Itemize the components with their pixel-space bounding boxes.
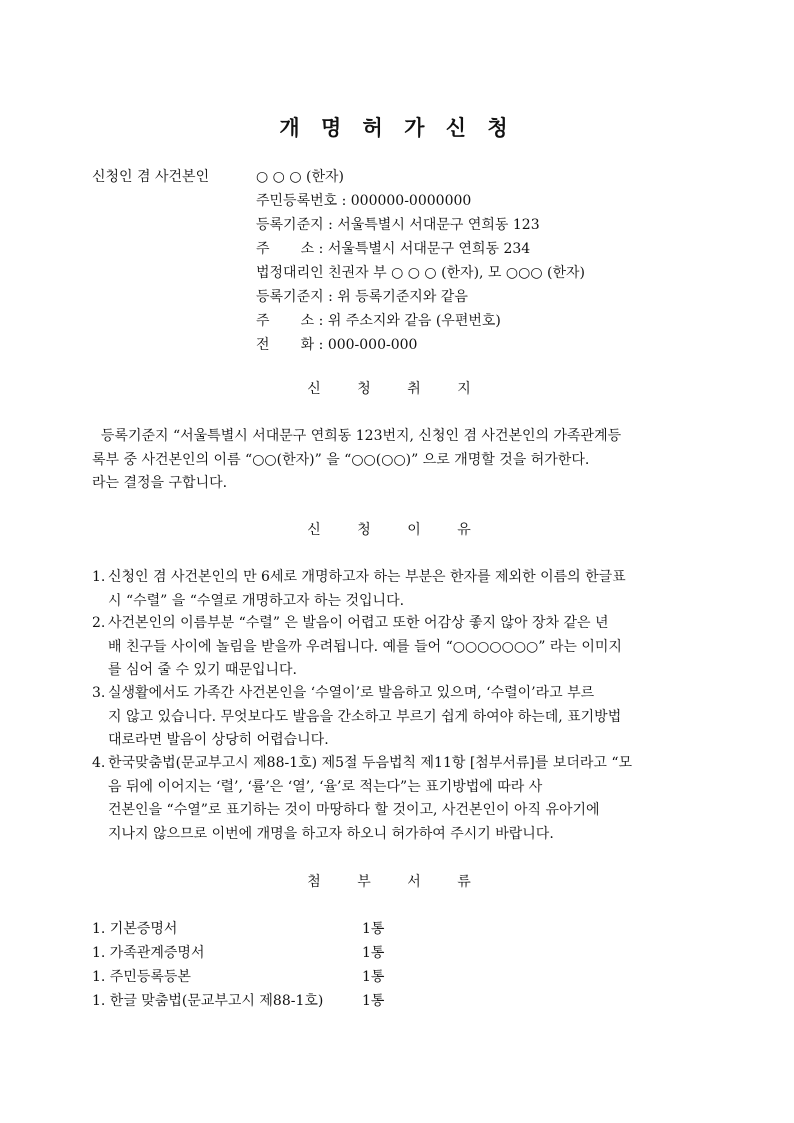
reason-number: 3.: [92, 685, 106, 701]
purpose-line: 록부 중 사건본인의 이름 “○○(한자)” 을 “○○(○○)” 으로 개명할 것을 허가한다.: [92, 451, 590, 468]
reason-number: 4.: [92, 755, 106, 771]
reasons-heading: 신 청 이 유: [307, 522, 487, 538]
purpose-line: 등록기준지 “서울특별시 서대문구 연희동 123번지, 신청인 겸 사건본인의 가족관계등: [92, 428, 622, 444]
document-title: 개 명 허 가 신 청: [279, 116, 515, 140]
attachment-name: 1. 기본증명서: [92, 921, 178, 937]
reason-line: 지나지 않으므로 이번에 개명을 하고자 하오니 허가하여 주시기 바랍니다.: [108, 825, 554, 842]
applicant-name: ○ ○ ○ (한자): [256, 169, 344, 185]
reason-line: 건본인을 “수열”로 표기하는 것이 마땅하다 할 것이고, 사건본인이 아직 유아기에: [108, 802, 600, 818]
address: 주 소 : 서울특별시 서대문구 연희동 234: [256, 241, 531, 257]
purpose-paragraph: [92, 425, 704, 496]
reason-line: 사건본인의 이름부분 “수렬” 은 발음이 어렵고 또한 어감상 좋지 않아 장차 같은 년: [108, 615, 609, 631]
reason-item: [92, 752, 704, 846]
attachment-item: [92, 942, 385, 962]
attachment-name: 1. 주민등록등본: [92, 969, 191, 985]
reason-number: 1.: [92, 569, 106, 585]
representative-registration-base: 등록기준지 : 위 등록기준지와 같음: [256, 289, 468, 305]
reason-line: 배 친구들 사이에 놀림을 받을까 우려됩니다. 예를 들어 “○○○○○○○” 라는 이미지: [108, 638, 622, 655]
phone: 전 화 : 000-000-000: [256, 337, 418, 353]
attachment-qty: 1통: [362, 945, 385, 961]
reason-item: [92, 612, 704, 683]
attachment-qty: 1통: [362, 921, 385, 937]
reason-line: 대로라면 발음이 상당히 어렵습니다.: [108, 732, 329, 748]
attachment-item: [92, 918, 385, 938]
reason-line: 음 뒤에 이어지는 ‘렬’, ‘률’은 ‘열’, ‘율’로 적는다”는 표기방법에 따라 사: [108, 778, 543, 795]
registration-base: 등록기준지 : 서울특별시 서대문구 연희동 123: [256, 217, 540, 233]
reason-line: 시 “수렬” 을 “수열로 개명하고자 하는 것입니다.: [108, 592, 405, 609]
attachment-name: 1. 한글 맞춤법(문교부고시 제88-1호): [92, 993, 324, 1009]
representative-address: 주 소 : 위 주소지와 같음 (우편번호): [256, 313, 501, 329]
reason-item: [92, 682, 704, 753]
reason-line: 신청인 겸 사건본인의 만 6세로 개명하고자 하는 부분은 한자를 제외한 이름의 한글표: [108, 569, 626, 585]
legal-representative: 법정대리인 친권자 부 ○ ○ ○ (한자), 모 ○○○ (한자): [256, 265, 585, 281]
reason-line: 지 않고 있습니다. 무엇보다도 발음을 간소하고 부르기 쉽게 하여야 하는데, 표기방법: [108, 708, 622, 725]
reason-line: 를 심어 줄 수 있기 때문입니다.: [108, 662, 297, 678]
reason-line: 한국맞춤법(문교부고시 제88-1호) 제5절 두음법칙 제11항 [첨부서류]를 보더라고 “모: [108, 755, 633, 771]
attachment-item: [92, 966, 385, 986]
reason-number: 2.: [92, 615, 106, 631]
applicant-label: 신청인 겸 사건본인: [92, 169, 210, 185]
purpose-heading: 신 청 취 지: [307, 381, 487, 397]
attachment-qty: 1통: [362, 993, 385, 1009]
attachment-name: 1. 가족관계증명서: [92, 945, 205, 961]
attachments-heading: 첨 부 서 류: [307, 874, 487, 890]
attachment-qty: 1통: [362, 969, 385, 985]
purpose-line: 라는 결정을 구합니다.: [92, 475, 228, 491]
attachment-item: [92, 990, 385, 1010]
resident-number: 주민등록번호 : 000000-0000000: [256, 193, 472, 209]
reason-item: [92, 566, 704, 613]
reason-line: 실생활에서도 가족간 사건본인을 ‘수열이’로 발음하고 있으며, ‘수렬이’라고 부르: [108, 685, 595, 701]
